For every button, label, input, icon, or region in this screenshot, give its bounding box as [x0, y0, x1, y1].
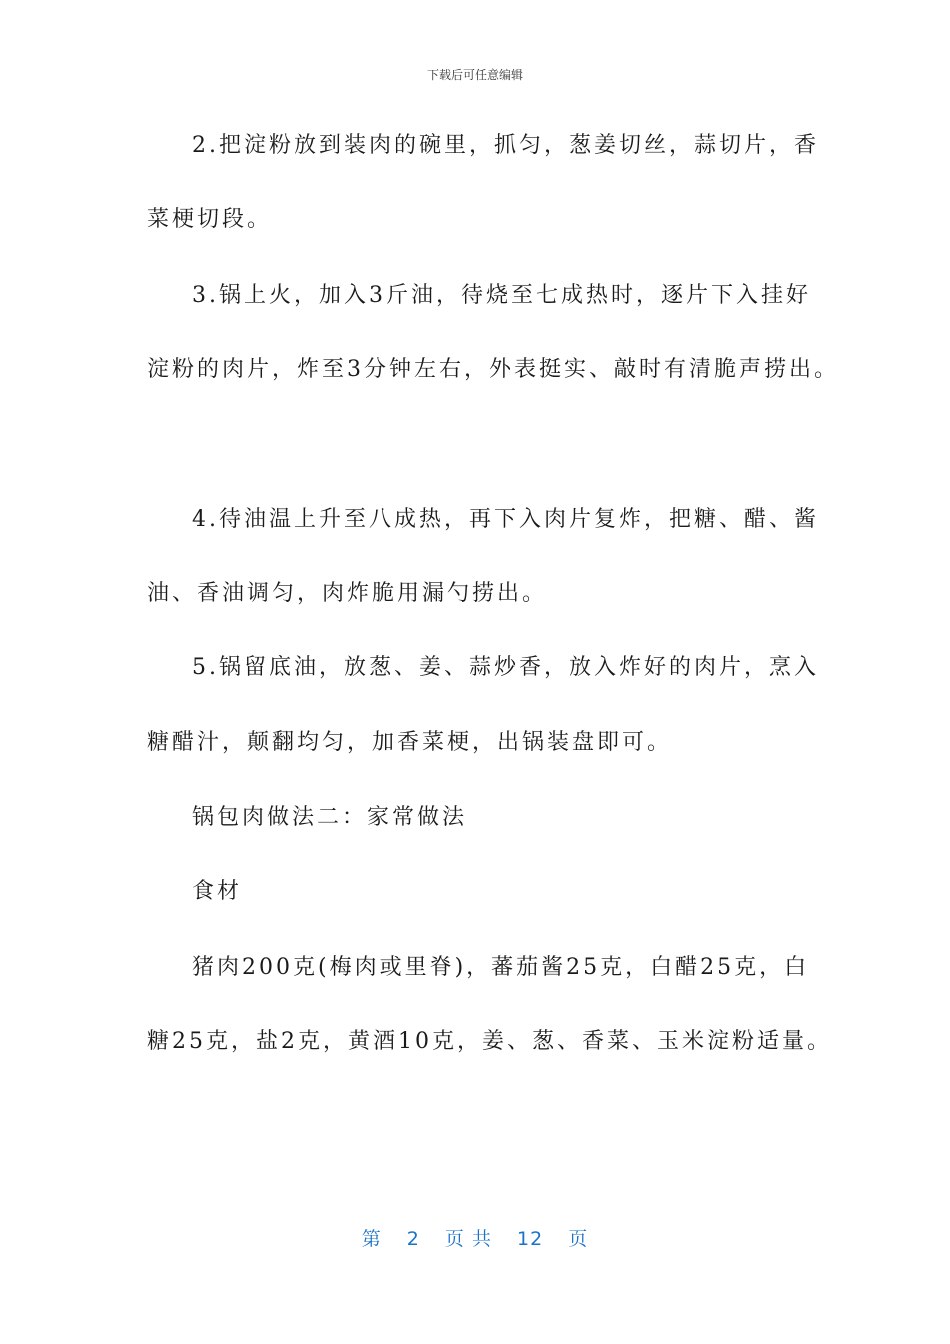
- paragraph-line: 淀粉的肉片，炸至3分钟左右，外表挺实、敲时有清脆声捞出。: [147, 357, 839, 382]
- paragraph-line: 4.待油温上升至八成热，再下入肉片复炸，把糖、醋、酱: [192, 507, 819, 532]
- paragraph-line: 油、香油调匀，肉炸脆用漏勺捞出。: [147, 581, 548, 606]
- paragraph-line: 糖醋汁，颠翻均匀，加香菜梗，出锅装盘即可。: [147, 730, 673, 755]
- paragraph-line: 猪肉200克(梅肉或里脊)，蕃茄酱25克，白醋25克，白: [192, 955, 810, 980]
- ingredients-label: 食材: [192, 879, 243, 904]
- paragraph-line: 5.锅留底油，放葱、姜、蒜炒香，放入炸好的肉片，烹入: [192, 655, 819, 680]
- paragraph-line: 3.锅上火，加入3斤油，待烧至七成热时，逐片下入挂好: [192, 283, 811, 308]
- page-header: 下载后可任意编辑: [426, 68, 523, 82]
- footer-prefix: 第: [361, 1228, 382, 1250]
- page-footer: [0, 1224, 950, 1251]
- paragraph-line: 糖25克，盐2克，黄酒10克，姜、葱、香菜、玉米淀粉适量。: [147, 1029, 832, 1054]
- footer-middle: 页 共: [444, 1228, 492, 1250]
- paragraph-line: 2.把淀粉放到装肉的碗里，抓匀，葱姜切丝，蒜切片，香: [192, 133, 819, 158]
- paragraph-line: 菜梗切段。: [147, 207, 273, 232]
- total-pages-number: 12: [517, 1228, 544, 1250]
- footer-suffix: 页: [568, 1228, 589, 1250]
- current-page-number: 2: [406, 1228, 420, 1250]
- section-heading: 锅包肉做法二：家常做法: [192, 805, 468, 830]
